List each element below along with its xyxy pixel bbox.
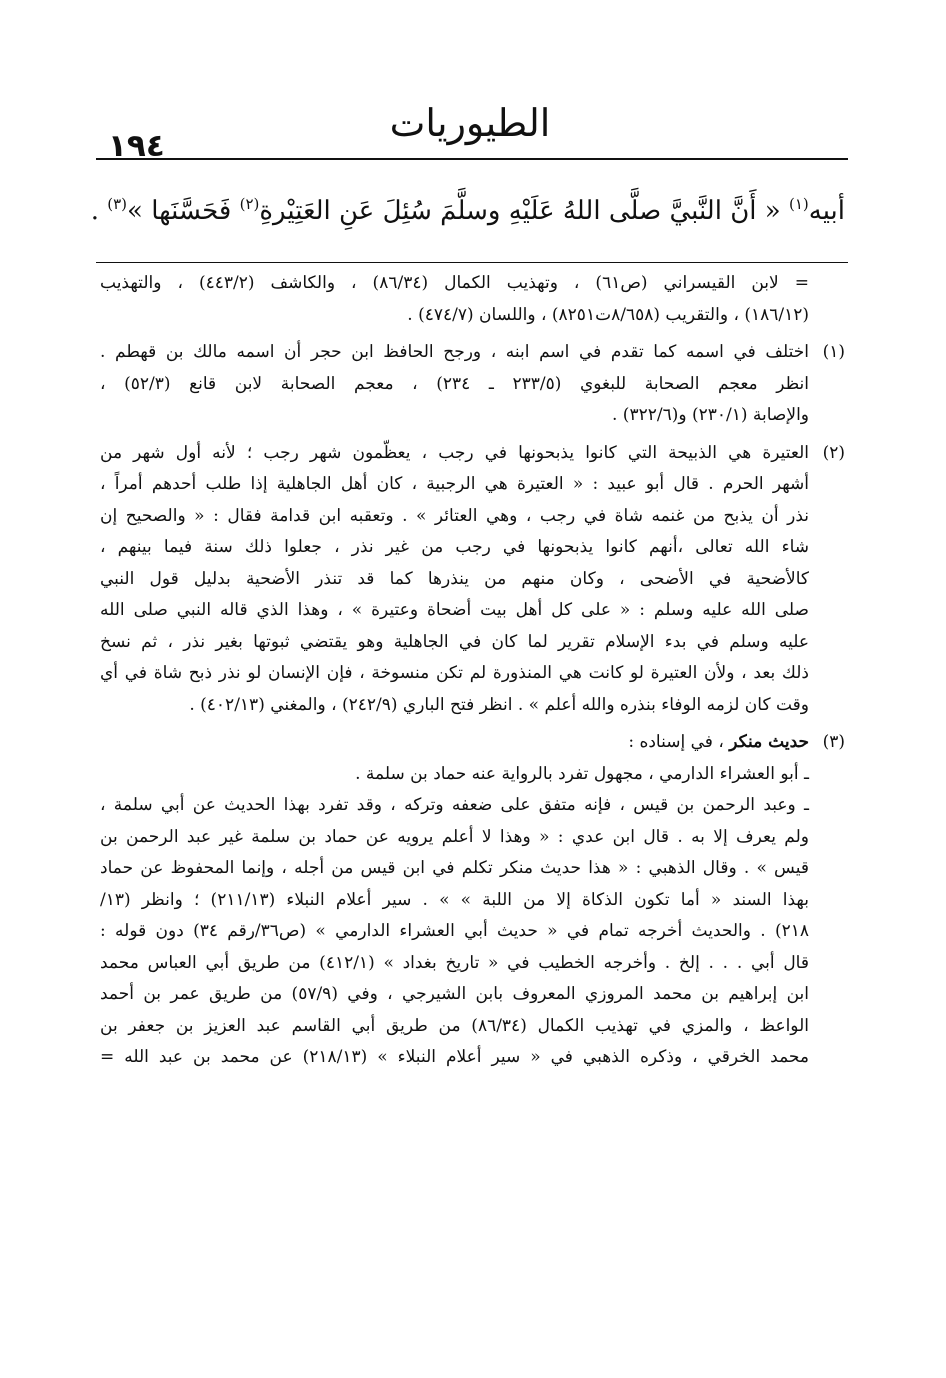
footnote-2-line: كالأضحية في الأضحى ، وكان منهم من ينذرها كما قد تنذر الأضحية بدليل قول النبي [100,568,809,589]
footnote-3-line: محمد الخرقي ، وذكره الذهبي في « سير أعلام النبلاء » (٢١٨/١٣) عن محمد بن عبد الله = [100,1047,809,1067]
running-title: الطيوريات [389,101,551,145]
footnote-ref-3[interactable]: (٣) [107,195,128,213]
hadith-fragment: فَحَسَّنَها » [127,196,232,226]
footnote-3-line: الواعظ ، والمزي في تهذيب الكمال (٨٦/٣٤) من طريق أبي القاسم عبد العزيز بن جعفر بن [100,1015,809,1036]
footnote-2-line: وقت كان لزمه الوفاء بنذره والله أعلم » . انظر فتح الباري (٢٤٢/٩) ، والمغني (٤٠٢/١٣) . [189,694,809,715]
footnote-3-line: ـ وعبد الرحمن بن قيس ، فإنه متفق على ضعفه وتركه ، وقد تفرد بهذا الحديث عن أبي سلمة ، [100,795,809,815]
footnote-3-line: ابن إبراهيم بن محمد المروزي المعروف بابن الشيرجي ، وفي (٥٧/٩) من طريق عمر بن أحمد [100,984,809,1004]
hadith-grade: حديث منكر [729,732,809,752]
footnote-2-line: عليه وسلم في بدء الإسلام تقرير لما كان في الجاهلية وهو يقتضي ثبوتها بغير نذر ، ثم نسخ [100,631,809,652]
hadith-fragment: « أَنَّ النَّبيَّ صلَّى اللهُ عَلَيْهِ وسلَّمَ سُئِلَ عَنِ العَتِيْرةِ [259,196,781,226]
footnote-2-line: نذر أن يذبح من غنمه شاة في رجب ، وهي العتائر » . وتعقبه ابن قدامة فقال : « والصحيح إن [100,505,809,526]
hadith-fragment: أبيه [808,196,845,226]
footnote-2-line: شاء الله تعالى ،أنهم كانوا يذبحونها في رجب من غير نذر ، جعلوا ذلك سنة فيما بينهم ، [100,537,809,557]
continuation-line: = لابن القيسراني (ص٦١) ، وتهذيب الكمال (٨٦/٣٤) ، والكاشف (٤٤٣/٢) ، والتهذيب [100,273,809,293]
footnote-2-line: صلى الله عليه وسلم : « على كل أهل بيت أضحاة وعتيرة » ، وهذا الذي قاله النبي صلى الله [100,600,809,620]
hadith-text [90,178,845,237]
footnote-3-line: قال أبي . . . إلخ . وأخرجه الخطيب في « تاريخ بغداد » (٤١٢/١) من طريق أبي العباس محمد [100,952,809,973]
footnote-1-line: (١) اختلف في اسمه كما تقدم في اسم ابنه ، ورجح الحافظ ابن حجر أن اسمه مالك بن قهطم . [100,337,845,369]
footnote-ref-1[interactable]: (١) [788,195,809,213]
footnote-1-line: انظر معجم الصحابة للبغوي (٢٣٣/٥ ـ ٢٣٤) ، معجم الصحابة لابن قانع (٥٢/٣) ، [100,373,809,394]
footnote-2-line: (٢) العتيرة هي الذبيحة التي كانوا يذبحونها في رجب ، يعظّمون شهر رجب ؛ لأنه أول شهر من [100,438,845,470]
page-number: ١٩٤ [108,128,165,164]
hadith-end: . [90,196,99,226]
footnote-number-2: (٢) [822,442,845,463]
footnote-1-line: والإصابة (٢٣٠/١) و(٣٢٢/٦) . [612,405,809,425]
footnote-rule [96,262,848,263]
footnote-3-line: ـ أبو العشراء الدارمي ، مجهول تفرد بالرواية عنه حماد بن سلمة . [355,763,809,784]
footnote-3-heading: (٣) حديث منكر ، في إسناده : [100,727,845,759]
footnote-2-line: ذلك بعد ، ولأن العتيرة لو كانت هي المنذورة لم تكن منسوخة ، فإن الإنسان لو نذر ذبح شاة في أي [100,663,809,683]
continuation-line: (١٨٦/١٢) ، والتقريب (٨/٦٥٨ت٨٢٥١) ، واللسان (٤٧٤/٧) . [407,304,809,325]
footnote-number-1: (١) [822,342,845,362]
footnote-2-line: أشهر الحرم . قال أبو عبيد : « العتيرة هي الرجبية ، كان أهل الجاهلية إذا طلب أحدهم أمراً ، [100,474,809,494]
footnotes [100,268,845,1074]
footnote-3-line: ولم يعرف إلا به . قال ابن عدي : « وهذا لا أعلم يرويه عن حماد بن سلمة غير عبد الرحمن بن [100,826,809,847]
footnote-number-3: (٣) [822,732,845,752]
footnote-ref-2[interactable]: (٢) [239,195,260,213]
footnote-3-line: قيس » . وقال الذهبي : « هذا حديث منكر تكلم في ابن قيس من أجله ، وإنما المحفوظ عن حماد [100,858,809,878]
footnote-3-line: ٢١٨) . والحديث أخرجه تمام في « حديث أبي العشراء الدارمي » (ص٣٦/رقم ٣٤) دون قوله : [100,921,809,941]
header-rule [96,158,848,160]
footnote-3-line: بهذا السند « أما تكون الذكاة إلا من اللبة » » . سير أعلام النبلاء (٢١١/١٣) ؛ وانظر (١٣/ [100,889,809,910]
